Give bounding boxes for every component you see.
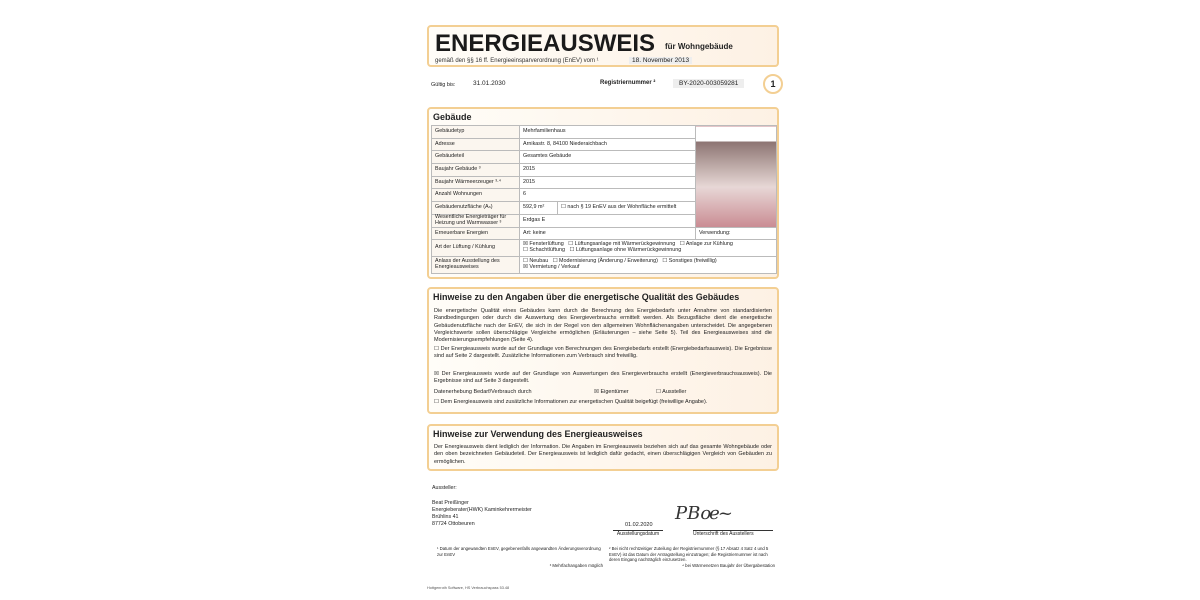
- usage-title: Hinweise zur Verwendung des Energieausweises: [433, 429, 643, 439]
- document-title: ENERGIEAUSWEIS: [435, 30, 656, 57]
- building-section: [427, 107, 779, 279]
- footnote-4: ⁴ bei Wärmenetzen Baujahr der Übergabestation: [682, 562, 775, 568]
- wohnflaeche-checkbox: ☐ nach § 19 EnEV aus der Wohnfläche ermittelt: [558, 202, 696, 215]
- row-label: Erneuerbare Energien: [432, 227, 520, 240]
- row-label: Anlass der Ausstellung des Energieausweises: [432, 257, 520, 274]
- row-value: Mehrfamilienhaus: [520, 126, 696, 139]
- row-value: Arnikastr. 8, 84100 Niederaichbach: [520, 138, 696, 151]
- page-number: 1: [763, 74, 783, 94]
- notes-paragraph: Die energetische Qualität eines Gebäudes kann durch die Berechnung des Energiebedarfs unter Annahme von standardisierten Randbedingungen oder durch die Auswertung des Energieverbrauchs ermittelt werden. Als Bezugsfläche dient die energetische Gebäudenutzfläche nach der EnEV, die sich in der Regel von den allgemeinen Wohnflächenangaben unterscheidet. Die angegebenen Vergleichswerte sollen überschlägige Vergleiche ermöglichen (Erläuterungen – siehe Seite 5). Teil des Energieausweises sind die Modernisierungsempfehlungen (Seite 4).: [434, 308, 772, 343]
- signature-label: Unterschrift des Ausstellers: [693, 530, 773, 537]
- row-label: Gebäudenutzfläche (Aₙ): [432, 202, 520, 215]
- data-collection-label: Datenerhebung Bedarf/Verbrauch durch: [434, 389, 532, 395]
- energy-certificate-page: [425, 20, 785, 595]
- footnotes: [437, 546, 775, 568]
- bedarf-option: ☐ Der Energieausweis wurde auf der Grundlage von Berechnungen des Energiebedarfs erstellt (Energiebedarfsausweis). Die Ergebnisse sind auf Seite 2 dargestellt. Zusätzliche Informationen zum Verbrauch sind freiwillig.: [434, 346, 772, 360]
- enev-reference: gemäß den §§ 16 ff. Energieeinsparverordnung (EnEV) vom ¹: [435, 58, 599, 64]
- row-label: Baujahr Gebäude ³: [432, 164, 520, 177]
- building-title: Gebäude: [433, 112, 472, 122]
- issuer-label: Aussteller:: [432, 485, 457, 491]
- row-label: Wesentliche Energieträger für Heizung und Warmwasser ³: [432, 214, 520, 227]
- row-value: 592,9 m²: [520, 202, 558, 215]
- row-value: 6: [520, 189, 696, 202]
- header-box: [427, 25, 779, 67]
- issuer-option: ☐ Aussteller: [656, 389, 687, 395]
- additional-info-option: ☐ Dem Energieausweis sind zusätzliche Informationen zur energetischen Qualität beigefügt (freiwillige Angabe).: [434, 399, 708, 405]
- usage-text: Der Energieausweis dient lediglich der Information. Die Angaben im Energieausweis beziehen sich auf das gesamte Wohngebäude oder den oben bezeichneten Gebäudeteil. Der Energieausweis ist lediglich dafür gedacht, einen überschlägigen Vergleich von Gebäuden zu ermöglichen.: [434, 444, 772, 465]
- ventilation-options: ☒ Fensterlüftung ☐ Lüftungsanlage mit Wärmerückgewinnung ☐ Anlage zur Kühlung ☐ Schachtlüftung ☐ Lüftungsanlage ohne Wärmerückgewinnung: [520, 240, 777, 257]
- footnote-2: ² Bei nicht rechtzeitiger Zuteilung der Registriernummer (§ 17 Absatz 4 Satz 4 und 5 EnEV) ist das Datum der Antragstellung einzutragen; die Registriernummer ist nach deren Eingang nachträglich einzusetzen.: [609, 546, 769, 563]
- valid-until-value: 31.01.2030: [473, 80, 506, 87]
- issuer-address: [432, 500, 532, 529]
- issue-date: 01.02.2020: [625, 522, 653, 528]
- row-extra: Verwendung:: [696, 227, 777, 240]
- issuance-reason-options: ☐ Neubau ☐ Modernisierung (Änderung / Erweiterung) ☐ Sonstiges (freiwillig) ☒ Vermietung / Verkauf: [520, 257, 777, 274]
- table-row: [432, 240, 777, 257]
- row-value: Gesamtes Gebäude: [520, 151, 696, 164]
- footnote-1: ¹ Datum der angewandten EnEV, gegebenenfalls angewandten Änderungsverordnung zur EnEV: [437, 546, 601, 557]
- data-collection-row: [434, 389, 772, 396]
- software-note: Hottgenroth Software, HS Verbrauchspass 53.48: [427, 586, 510, 590]
- table-row: [432, 257, 777, 274]
- row-value: 2015: [520, 176, 696, 189]
- footnote-3: ³ Mehrfachangaben möglich: [549, 562, 603, 568]
- building-photo: [696, 126, 777, 228]
- row-value: Erdgas E: [520, 214, 696, 227]
- owner-option: ☒ Eigentümer: [594, 389, 629, 395]
- building-table: [431, 125, 777, 274]
- table-row: [432, 227, 777, 240]
- row-label: Adresse: [432, 138, 520, 151]
- notes-title: Hinweise zu den Angaben über die energetische Qualität des Gebäudes: [433, 292, 740, 302]
- issuer-street: Brühlins 41: [432, 514, 459, 521]
- row-value: 2015: [520, 164, 696, 177]
- valid-until-label: Gültig bis:: [431, 82, 456, 88]
- issuer-city: 87724 Ottobeuren: [432, 521, 475, 528]
- issuer-name: Beat Preißinger: [432, 500, 469, 506]
- registration-label: Registriernummer ²: [600, 80, 656, 86]
- enev-date: 18. November 2013: [629, 57, 692, 64]
- validity-row: [431, 80, 781, 96]
- notes-section: [427, 287, 779, 414]
- row-label: Gebäudetyp: [432, 126, 520, 139]
- table-row: [432, 126, 777, 139]
- row-value: Art: keine: [520, 227, 696, 240]
- signature: PBoe~: [675, 503, 733, 524]
- row-label: Art der Lüftung / Kühlung: [432, 240, 520, 257]
- issuer-role: Energieberater(HWK) Kaminkehrermeister: [432, 507, 532, 514]
- registration-number: BY-2020-003059281: [673, 79, 744, 88]
- row-label: Baujahr Wärmeerzeuger ³·⁴: [432, 176, 520, 189]
- document-subtitle: für Wohngebäude: [665, 42, 733, 51]
- verbrauch-option: ☒ Der Energieausweis wurde auf der Grundlage von Auswertungen des Energieverbrauchs erstellt (Energieverbrauchsausweis). Die Ergebnisse sind auf Seite 3 dargestellt.: [434, 371, 772, 385]
- row-label: Anzahl Wohnungen: [432, 189, 520, 202]
- row-label: Gebäudeteil: [432, 151, 520, 164]
- usage-section: [427, 424, 779, 471]
- issue-date-label: Ausstellungsdatum: [613, 530, 663, 537]
